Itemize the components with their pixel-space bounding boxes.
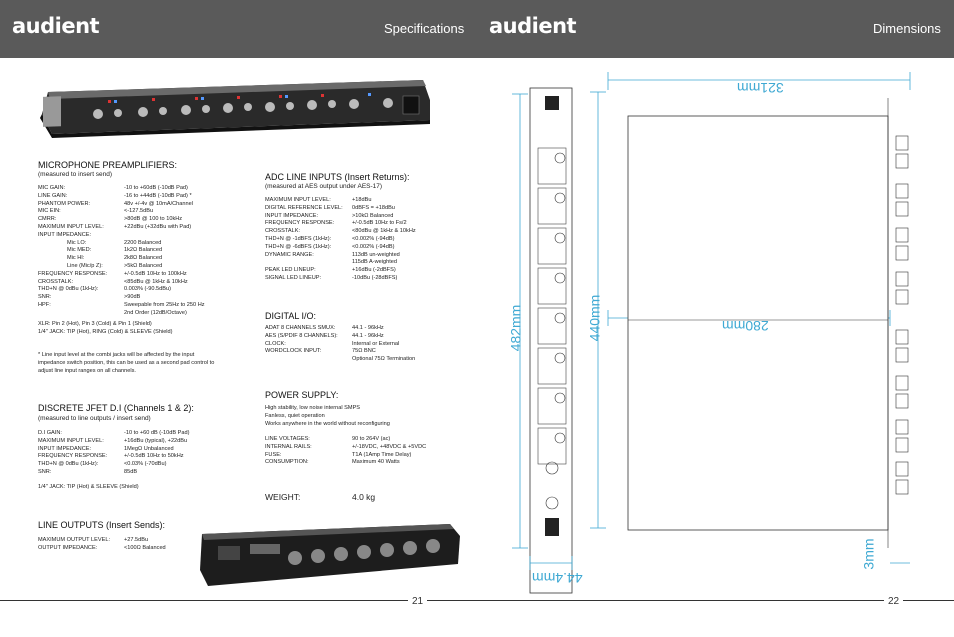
- power-spec-row-value: +/-18VDC, +48VDC & +5VDC: [352, 443, 427, 450]
- mic-spec-row: [38, 247, 248, 255]
- di-spec-row: [38, 430, 248, 438]
- mic-spec-row-value: Sweepable from 25Hz to 250 Hz: [124, 301, 205, 308]
- digital-spec-row: [265, 325, 465, 333]
- di-spec-row: [38, 446, 248, 454]
- di-spec-row-key: INPUT IMPEDANCE:: [38, 445, 92, 452]
- mic-spec-row-value: 1k2Ω Balanced: [124, 247, 163, 254]
- digital-spec-row-key: WORDCLOCK INPUT:: [265, 348, 322, 355]
- dim-depth-label: 321mm: [737, 80, 784, 96]
- digital-spec-row-key: CLOCK:: [265, 340, 286, 347]
- mic-spec-row-value: >80dB @ 100 to 10kHz: [124, 216, 183, 223]
- adc-spec-row: [265, 213, 465, 221]
- mic-spec-row: [38, 216, 248, 224]
- audient-logo-right: audient: [489, 14, 577, 38]
- di-spec-row: [38, 438, 248, 446]
- adc-spec-row-key: PEAK LED LINEUP:: [265, 267, 316, 274]
- adc-spec-row: [265, 244, 465, 252]
- mic-spec-row-key: HPF:: [38, 301, 51, 308]
- adc-title: ADC LINE INPUTS (Insert Returns):: [265, 172, 410, 182]
- adc-subtitle: (measured at AES output under AES-17): [265, 183, 383, 190]
- digital-spec-row: [265, 356, 465, 364]
- mic-spec-row-key: THD+N @ 0dBu (1kHz):: [38, 286, 99, 293]
- di-spec-row: [38, 461, 248, 469]
- line-out-spec-row-value: <100Ω Balanced: [124, 544, 166, 551]
- power-spec-row: [265, 436, 465, 444]
- page-number-left: 21: [408, 596, 427, 607]
- line-out-spec-row-key: OUTPUT IMPEDANCE:: [38, 544, 98, 551]
- digital-spec-row-value: Internal or External: [352, 340, 400, 347]
- adc-spec-row: [265, 275, 465, 283]
- di-spec-row-key: SNR:: [38, 468, 52, 475]
- digital-spec-row-value: 44.1 - 96kHz: [352, 325, 384, 331]
- adc-spec-row-key: SIGNAL LED LINEUP:: [265, 274, 322, 281]
- adc-spec-row-value: +16dBu (-2dBFS): [352, 267, 396, 274]
- mic-spec-row-value: 2200 Balanced: [124, 239, 162, 246]
- digital-spec-row-value: 75Ω BNC: [352, 348, 376, 355]
- line-out-spec-row-value: +27.5dBu: [124, 537, 149, 543]
- rear-panel-image: [200, 520, 462, 590]
- weight-value: 4.0 kg: [352, 492, 376, 502]
- mic-spec-row: [38, 240, 248, 248]
- adc-spec-row: [265, 220, 465, 228]
- mic-spec-row-value: <-127.5dBu: [124, 208, 154, 215]
- power-spec-row-key: FUSE:: [265, 451, 282, 458]
- di-jack-note: 1/4" JACK: TIP (Hot) & SLEEVE (Shield): [38, 484, 139, 490]
- power-spec-row: [265, 452, 465, 460]
- footer-rule-right: [477, 600, 954, 601]
- mic-spec-row-value: +/-0.5dB 10Hz to 100kHz: [124, 270, 187, 277]
- mic-spec-row-value: 2nd Order (12dB/Octave): [124, 309, 187, 316]
- di-spec-row-key: THD+N @ 0dBu (1kHz):: [38, 461, 99, 468]
- mic-spec-row: [38, 310, 248, 318]
- dim-width-label: 280mm: [722, 318, 769, 334]
- mic-spec-row-key: SNR:: [38, 294, 52, 301]
- mic-spec-row-key: LINE GAIN:: [38, 192, 68, 199]
- digital-spec-row-value: Optional 75Ω Termination: [352, 356, 416, 363]
- mic-spec-row-key: Mic LO:: [67, 239, 87, 246]
- adc-spec-row-key: DYNAMIC RANGE:: [265, 251, 314, 258]
- adc-spec-row: [265, 197, 465, 205]
- dim-height-front-label: 482mm: [507, 304, 524, 352]
- di-spec-row-value: 85dB: [124, 468, 138, 475]
- power-spec-row-value: Maximum 40 Watts: [352, 459, 400, 466]
- di-spec-row-key: D.I GAIN:: [38, 430, 62, 436]
- dimensions-title: Dimensions: [873, 21, 941, 36]
- power-title: POWER SUPPLY:: [265, 390, 339, 400]
- line-out-spec-row: [38, 537, 198, 545]
- adc-spec-row-key: MAXIMUM INPUT LEVEL:: [265, 197, 331, 203]
- mic-spec-row-key: Mic MED:: [67, 247, 92, 254]
- power-spec-row-key: INTERNAL RAILS:: [265, 443, 312, 450]
- adc-spec-row-key: CROSSTALK:: [265, 228, 301, 235]
- digital-spec-table: [265, 325, 465, 364]
- di-spec-row: [38, 453, 248, 461]
- mic-spec-row: [38, 224, 248, 232]
- mic-spec-row-value: <85dBu @ 1kHz & 10kHz: [124, 278, 188, 285]
- mic-spec-row-key: PHANTOM POWER:: [38, 200, 91, 207]
- mic-spec-row-value: >5kΩ Balanced: [124, 262, 163, 269]
- power-description-line: Fanless, quiet operation: [265, 412, 325, 419]
- mic-spec-row-value: +22dBu (+32dBu with Pad): [124, 223, 192, 230]
- power-spec-row-value: 90 to 264V (ac): [352, 436, 391, 442]
- mic-spec-row-key: MAXIMUM INPUT LEVEL:: [38, 223, 104, 230]
- di-spec-row: [38, 469, 248, 477]
- adc-spec-row-value: 115dB A-weighted: [352, 259, 397, 266]
- adc-spec-row-key: THD+N @ -6dBFS (1kHz):: [265, 243, 332, 250]
- digital-title: DIGITAL I/O:: [265, 311, 317, 321]
- mic-spec-row-value: -16 to +44dB (-10dB Pad) *: [124, 192, 192, 199]
- digital-spec-row: [265, 341, 465, 349]
- adc-spec-row: [265, 259, 465, 267]
- dim-height-panel-label: 440mm: [586, 294, 603, 342]
- adc-spec-row-value: +/-0.5dB 10Hz to Fs/2: [352, 220, 407, 227]
- mic-spec-row-value: 2k8Ω Balanced: [124, 255, 163, 262]
- di-spec-row-value: <0.03% (-70dBu): [124, 461, 167, 468]
- mic-spec-row-key: MIC GAIN:: [38, 185, 66, 191]
- mic-spec-row-key: MIC EIN:: [38, 208, 61, 215]
- power-spec-row: [265, 444, 465, 452]
- adc-spec-row-value: +18dBu: [352, 197, 372, 203]
- di-title: DISCRETE JFET D.I (Channels 1 & 2):: [38, 403, 194, 413]
- mic-spec-row-key: Line (Mic/p Z):: [67, 262, 103, 269]
- mic-spec-row: [38, 271, 248, 279]
- mic-spec-row: [38, 208, 248, 216]
- adc-spec-row-value: <0.002% (-94dB): [352, 243, 395, 250]
- mic-pre-subtitle: (measured to insert send): [38, 171, 113, 178]
- di-spec-row-key: MAXIMUM INPUT LEVEL:: [38, 437, 104, 444]
- mic-spec-row-key: Mic HI:: [67, 255, 85, 262]
- adc-spec-row: [265, 205, 465, 213]
- di-spec-table: [38, 430, 248, 477]
- adc-spec-row-value: >10kΩ Balanced: [352, 212, 394, 219]
- power-spec-row-key: LINE VOLTAGES:: [265, 436, 310, 442]
- mic-spec-row-value: -10 to +60dB (-10dB Pad): [124, 185, 188, 191]
- adc-spec-row-key: INPUT IMPEDANCE:: [265, 212, 319, 219]
- mic-pre-footnote: * Line input level at the combi jacks will be affected by the input impedance switch position, this can be used as a second pad control to adjust line input ranges on all channels.: [38, 352, 215, 374]
- dim-gap-label: 3mm: [860, 538, 877, 570]
- audient-logo-left: audient: [12, 14, 100, 38]
- power-description-line: High stability, low noise internal SMPS: [265, 405, 361, 411]
- adc-spec-row-value: <0.002% (-94dB): [352, 235, 395, 242]
- power-spec-row: [265, 459, 465, 467]
- weight-label: WEIGHT:: [265, 492, 301, 502]
- digital-spec-row-key: [265, 356, 352, 364]
- adc-spec-row: [265, 228, 465, 236]
- mic-pre-jack-note: 1/4" JACK: TIP (Hot), RING (Cold) & SLEEVE (Shield): [38, 329, 173, 335]
- digital-spec-row-key: AES (S/PDIF 8 CHANNELS):: [265, 332, 338, 339]
- mic-pre-title: MICROPHONE PREAMPLIFIERS:: [38, 160, 178, 170]
- dim-ear-width-label: 44.4mm: [532, 570, 583, 586]
- di-spec-row-value: +16dBu (typical), +22dBu: [124, 437, 188, 444]
- mic-pre-xlr-note: XLR: Pin 2 (Hot), Pin 3 (Cold) & Pin 1 (Shield): [38, 321, 152, 327]
- adc-spec-row-key: DIGITAL REFERENCE LEVEL:: [265, 204, 343, 211]
- footer-rule-left: [0, 600, 477, 601]
- power-spec-row-value: T1A (1Amp Time Delay): [352, 451, 412, 458]
- power-description-line: Works anywhere in the world without reconfiguring: [265, 420, 390, 427]
- di-spec-row-value: 1MegΩ Unbalanced: [124, 445, 174, 452]
- mic-spec-row-key: FREQUENCY RESPONSE:: [38, 270, 108, 277]
- adc-spec-table: [265, 197, 465, 283]
- mic-spec-row: [38, 255, 248, 263]
- mic-spec-row: [38, 279, 248, 287]
- specifications-title: Specifications: [384, 21, 465, 36]
- adc-spec-row: [265, 236, 465, 244]
- line-out-spec-row: [38, 545, 198, 553]
- mic-spec-row-value: 48v +/-4v @ 10mA/Channel: [124, 200, 193, 207]
- power-spec-table: [265, 436, 465, 467]
- header-bar: [0, 0, 954, 58]
- line-out-spec-table: [38, 537, 198, 553]
- adc-spec-row-key: FREQUENCY RESPONSE:: [265, 220, 335, 227]
- mic-pre-spec-table: [38, 185, 248, 318]
- mic-spec-row-value: >90dB: [124, 294, 141, 301]
- mic-spec-row-value: 0.003% (-90.5dBu): [124, 286, 171, 293]
- mic-spec-row-key: [38, 310, 124, 318]
- mic-spec-row: [38, 185, 248, 193]
- page-number-right: 22: [884, 596, 903, 607]
- mic-spec-row: [38, 232, 248, 240]
- mic-spec-row: [38, 302, 248, 310]
- power-description: [265, 405, 465, 428]
- di-subtitle: (measured to line outputs / insert send): [38, 415, 151, 422]
- mic-spec-row-key: INPUT IMPEDANCE:: [38, 231, 92, 238]
- di-spec-row-key: FREQUENCY RESPONSE:: [38, 453, 108, 460]
- mic-spec-row: [38, 201, 248, 209]
- adc-spec-row: [265, 252, 465, 260]
- adc-spec-row-key: THD+N @ -1dBFS (1kHz):: [265, 235, 332, 242]
- digital-spec-row-value: 44.1 - 96kHz: [352, 332, 384, 339]
- mic-spec-row: [38, 294, 248, 302]
- mic-spec-row-key: CROSSTALK:: [38, 278, 74, 285]
- adc-spec-row-value: -10dBu (-28dBFS): [352, 274, 398, 281]
- mic-spec-row-key: CMRR:: [38, 216, 57, 223]
- front-panel-image: [38, 72, 433, 142]
- digital-spec-row: [265, 348, 465, 356]
- line-out-title: LINE OUTPUTS (Insert Sends):: [38, 520, 166, 530]
- mic-spec-row: [38, 263, 248, 271]
- line-out-spec-row-key: MAXIMUM OUTPUT LEVEL:: [38, 537, 111, 543]
- digital-spec-row: [265, 333, 465, 341]
- adc-spec-row-value: 0dBFS = +18dBu: [352, 204, 395, 211]
- adc-spec-row: [265, 267, 465, 275]
- mic-spec-row: [38, 286, 248, 294]
- mic-spec-row: [38, 193, 248, 201]
- adc-spec-row-value: <80dBu @ 1kHz & 10kHz: [352, 228, 416, 235]
- power-spec-row-key: CONSUMPTION:: [265, 459, 309, 466]
- di-spec-row-value: +/-0.5dB 10Hz to 50kHz: [124, 453, 184, 460]
- adc-spec-row-key: [265, 259, 352, 267]
- di-spec-row-value: -10 to +60 dB (-10dB Pad): [124, 430, 190, 436]
- digital-spec-row-key: ADAT 8 CHANNELS SMUX:: [265, 325, 336, 331]
- adc-spec-row-value: 113dB un-weighted: [352, 251, 400, 258]
